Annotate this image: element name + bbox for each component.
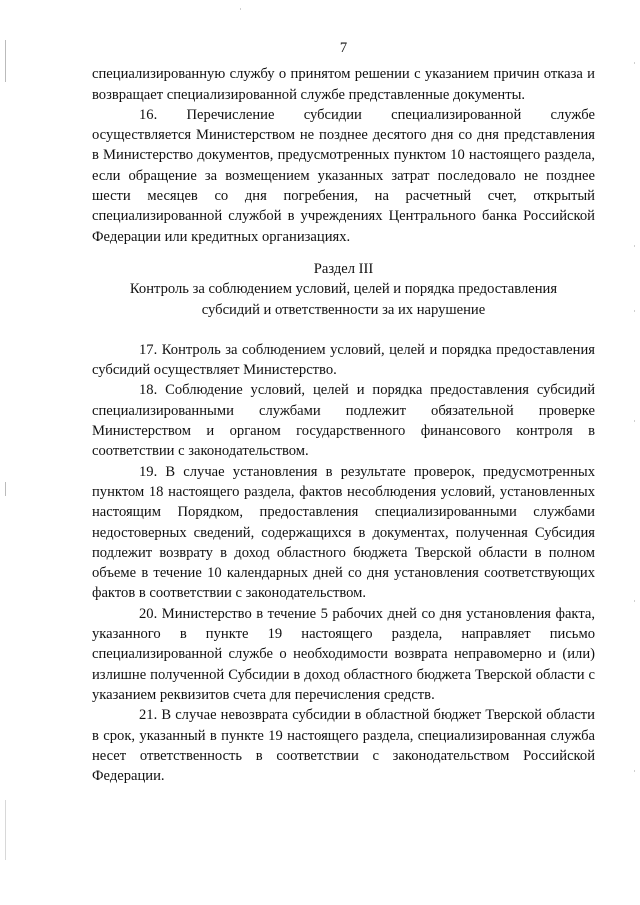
document-page [92,38,595,786]
paragraph-16: 16. Перечисление субсидии специализированной службе осуществляется Министерством не позднее десятого дня со дня представления в Министерство документов, предусмотренных пунктом 10 настоящего раздела, если обращение за возмещением указанных затрат последовало не позднее шести месяцев со дня погребения, на расчетный счет, открытый специализированной службой в учреждениях Центрального банка Российской Федерации или кредитных организациях. [92,106,595,245]
section-title-line-2: субсидий и ответственности за их нарушение [201,301,486,318]
paragraph-17: 17. Контроль за соблюдением условий, целей и порядка предоставления субсидий осуществляет Министерство. [92,341,595,379]
scan-margin-dot [634,770,635,772]
scan-margin-mark [5,40,6,82]
section-heading: Раздел III [313,260,374,277]
section-header [92,259,595,320]
scan-margin-mark [5,482,6,496]
scan-margin-dot [634,245,635,247]
spacer [92,330,595,340]
scan-margin-dot [240,8,241,10]
scan-margin-dot [634,420,635,422]
paragraph-21: 21. В случае невозврата субсидии в областной бюджет Тверской области в срок, указанный в пункте 19 настоящего раздела, специализированная служба несет ответственность в соответствии с законодательством Российской Федерации. [92,707,595,785]
paragraph-18: 18. Соблюдение условий, целей и порядка предоставления субсидий специализированными службами подлежит обязательной проверке Министерством и органом государственного финансового контроля в соответствии с законодательством. [92,382,595,460]
intro-paragraph: специализированную службу о принятом решении с указанием причин отказа и возвращает специализированной службе представленные документы. [92,66,595,103]
paragraph-19: 19. В случае установления в результате проверок, предусмотренных пунктом 18 настоящего раздела, фактов несоблюдения условий, установленных настоящим Порядком, предоставления специализированными службами недостоверных сведений, содержащихся в документах, полученная Субсидия подлежит возврату в доход областного бюджета Тверской области в полном объеме в течение 10 календарных дней со дня установления соответствующих фактов в соответствии с законодательством. [92,463,595,602]
scan-margin-dot [634,310,635,312]
scan-margin-dot [634,62,635,64]
paragraph-20: 20. Министерство в течение 5 рабочих дней со дня установления факта, указанного в пункте 19 настоящего раздела, направляет письмо специализированной службе о необходимости возврата неправомерно и (или) излишне полученной Субсидии в доход областного бюджета Тверской области с указанием реквизитов счета для перечисления средств. [92,605,595,703]
section-title-line-1: Контроль за соблюдением условий, целей и порядка предоставления [129,281,558,298]
scan-margin-mark [5,800,6,860]
page-number: 7 [339,40,348,56]
scan-margin-dot [634,600,635,602]
